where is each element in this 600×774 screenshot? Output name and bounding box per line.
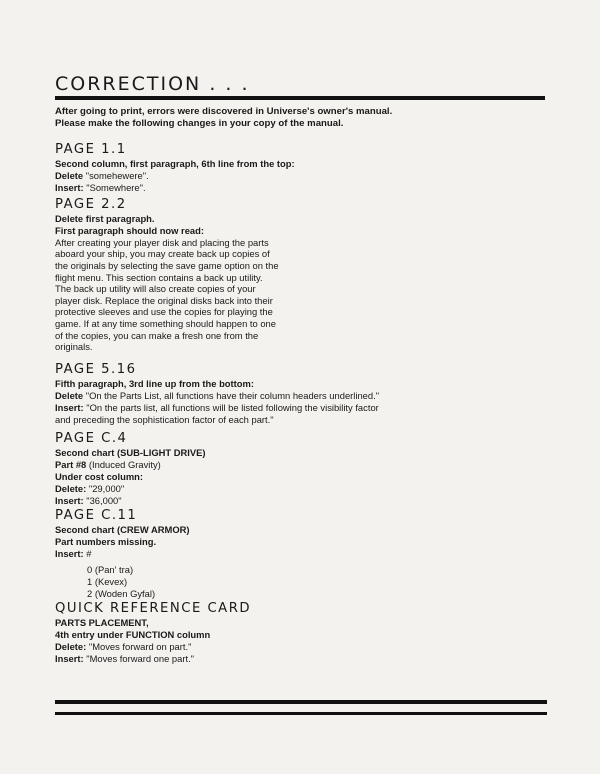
paragraph-line: After creating your player disk and placing the parts — [55, 236, 269, 248]
correction-line — [55, 158, 555, 170]
line-text: (Induced Gravity) — [86, 458, 161, 470]
paragraph-line: flight menu. This section contains a back up utility. — [55, 271, 263, 283]
correction-line — [55, 378, 555, 390]
line-text: "Moves forward one part." — [83, 652, 195, 664]
part-entry: 1 (Kevex) — [87, 575, 128, 587]
correction-line — [55, 641, 555, 653]
section-page-5-16 — [55, 362, 555, 426]
paragraph-line: originals. — [55, 341, 93, 353]
line-label: Delete — [55, 389, 84, 401]
bottom-rule — [55, 700, 547, 704]
section-heading: PAGE 2.2 — [55, 197, 127, 212]
line-label: Delete: — [55, 640, 87, 652]
correction-line — [55, 471, 555, 483]
replacement-paragraph — [55, 237, 287, 353]
section-quick-reference-card — [55, 601, 555, 665]
correction-line — [55, 182, 555, 194]
correction-line — [55, 653, 555, 665]
paragraph-line: of the copies, you can make a fresh one from the — [55, 329, 259, 341]
correction-line — [55, 447, 555, 459]
correction-line — [55, 459, 555, 471]
line-text: # — [83, 547, 92, 559]
correction-line — [55, 213, 555, 225]
line-text: "On the parts list, all functions will be listed following the visibility factor — [83, 401, 379, 413]
line-text: "36,000" — [83, 494, 122, 506]
line-text: "Somewhere". — [83, 181, 146, 193]
line-label: 4th entry under FUNCTION column — [55, 628, 211, 640]
correction-line — [55, 524, 555, 536]
section-heading: QUICK REFERENCE CARD — [55, 601, 252, 616]
line-label: Part #8 — [55, 458, 87, 470]
paragraph-line: game. If at any time something should happen to one — [55, 317, 276, 329]
line-label: Delete first paragraph. — [55, 213, 155, 224]
section-heading: PAGE C.4 — [55, 431, 128, 446]
section-heading: PAGE 1.1 — [55, 142, 127, 157]
bottom-rule — [55, 712, 547, 715]
intro-text — [55, 106, 555, 130]
intro-line: Please make the following changes in your copy of the manual. — [55, 118, 344, 129]
line-label: Second chart (CREW ARMOR) — [55, 524, 190, 535]
line-label: Under cost column: — [55, 470, 144, 482]
correction-line — [55, 402, 555, 414]
line-label: PARTS PLACEMENT, — [55, 617, 149, 628]
intro-line: After going to print, errors were discovered in Universe's owner's manual. — [55, 106, 393, 117]
correction-line — [55, 629, 555, 641]
section-heading: PAGE 5.16 — [55, 362, 137, 377]
line-label: First paragraph should now read: — [55, 224, 204, 236]
line-text: "29,000" — [86, 482, 125, 494]
top-rule — [55, 96, 545, 100]
correction-line — [55, 483, 555, 495]
section-page-1-1 — [55, 142, 555, 194]
section-page-c-11 — [55, 508, 555, 599]
paragraph-line: protective sleeves and use the copies for playing the — [55, 306, 273, 318]
line-label: Second column, first paragraph, 6th line from the top: — [55, 158, 295, 169]
line-text: "Moves forward on part." — [86, 640, 192, 652]
line-label: Insert: — [55, 401, 84, 413]
line-label: Insert: — [55, 652, 84, 664]
paragraph-line: the originals by selecting the save game option on the — [55, 260, 279, 271]
line-label: Insert: — [55, 547, 84, 559]
section-page-c-4 — [55, 431, 555, 507]
page-title: CORRECTION . . . — [55, 73, 250, 95]
line-label: Second chart (SUB-LIGHT DRIVE) — [55, 447, 206, 458]
line-label: Fifth paragraph, 3rd line up from the bottom: — [55, 378, 254, 389]
correction-line — [55, 536, 555, 548]
part-entry: 2 (Woden Gyfal) — [87, 587, 156, 599]
correction-line — [55, 170, 555, 182]
paragraph-line: aboard your ship, you may create back up copies of — [55, 248, 270, 260]
paragraph-line: player disk. Replace the original disks back into their — [55, 294, 273, 306]
correction-line — [55, 548, 555, 560]
line-text: and preceding the sophistication factor of each part." — [55, 413, 274, 425]
correction-line — [55, 495, 555, 507]
line-label: Delete — [55, 169, 84, 181]
section-page-2-2 — [55, 197, 555, 353]
line-label: Insert: — [55, 494, 84, 506]
line-text: "On the Parts List, all functions have their column headers underlined." — [83, 389, 380, 401]
line-label: Delete: — [55, 482, 87, 494]
correction-line — [55, 414, 555, 426]
paragraph-line: The back up utility will also create copies of your — [55, 283, 256, 295]
line-text: "somehewere". — [83, 169, 149, 181]
line-label: Part numbers missing. — [55, 535, 157, 547]
correction-line — [55, 617, 555, 629]
section-heading: PAGE C.11 — [55, 508, 138, 523]
correction-line — [55, 225, 555, 237]
part-entry: 0 (Pan' tra) — [87, 563, 134, 575]
line-label: Insert: — [55, 181, 84, 193]
correction-line — [55, 390, 555, 402]
